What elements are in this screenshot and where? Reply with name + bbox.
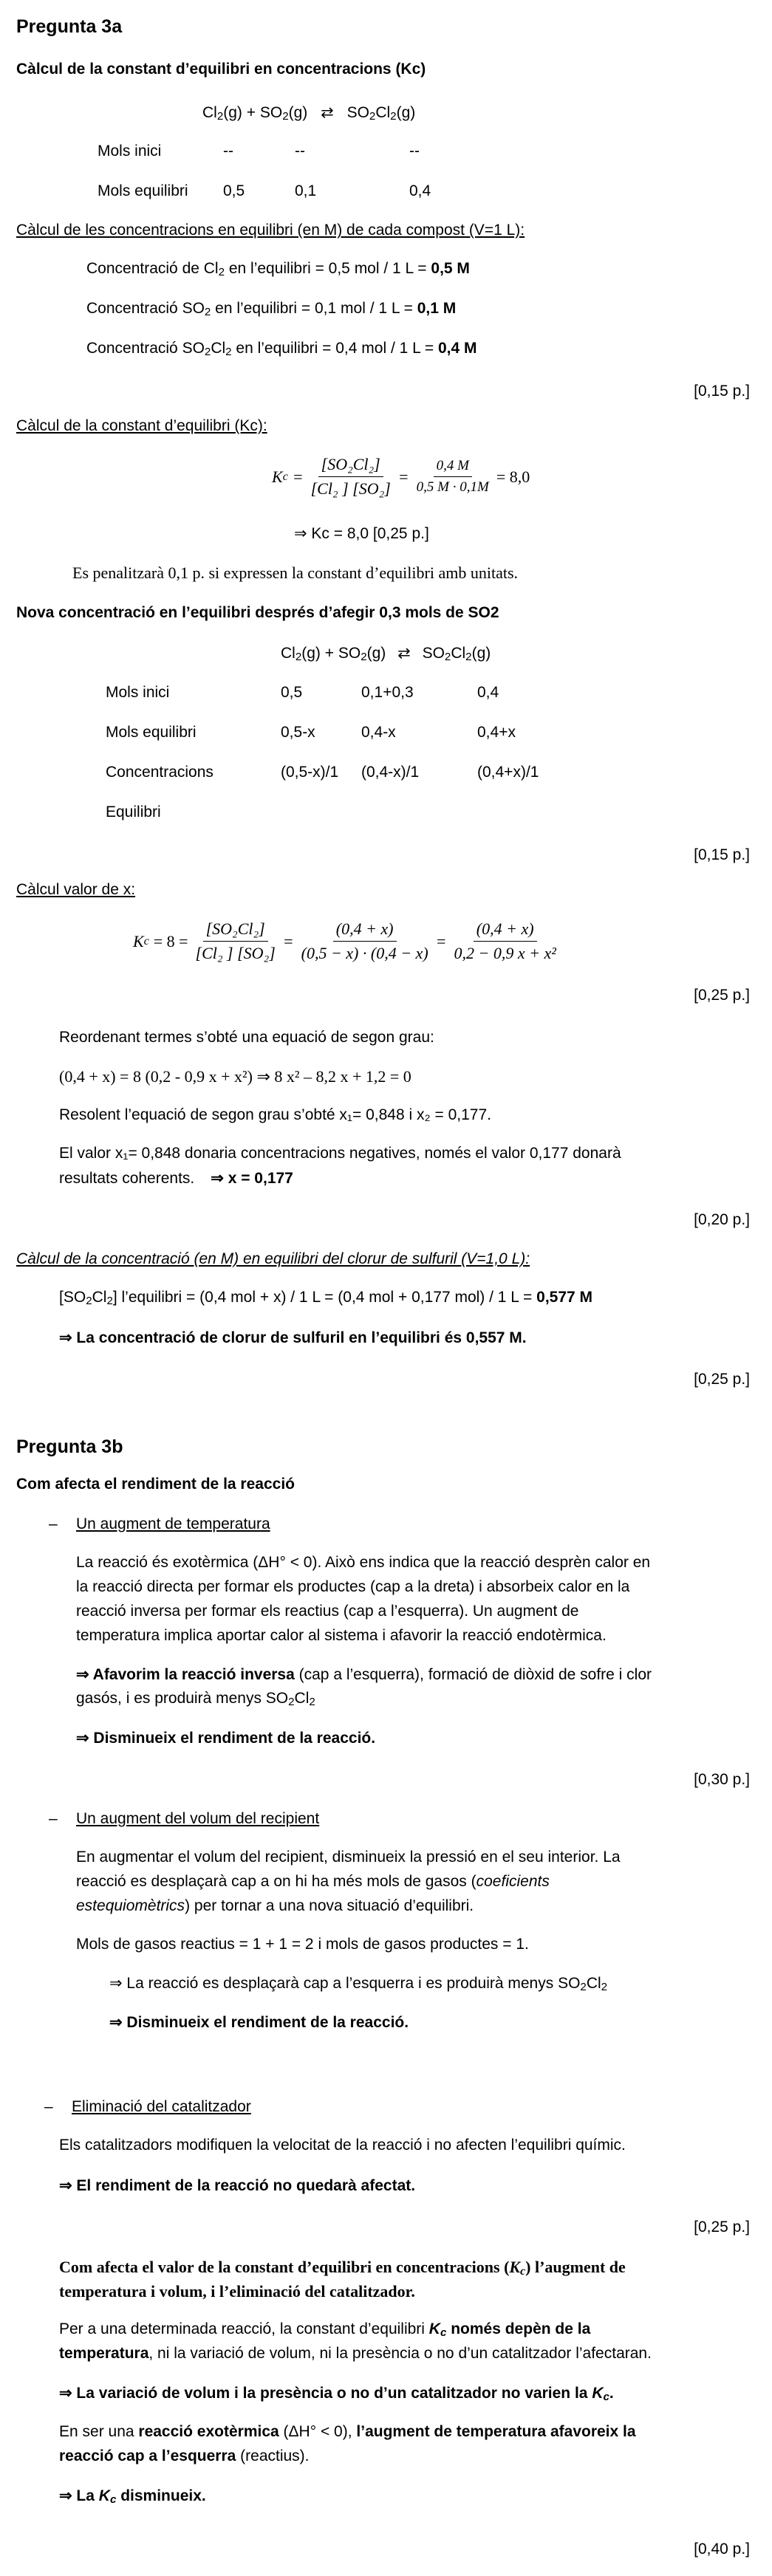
kc-heading: Càlcul de la constant d’equilibri (Kc): (16, 417, 267, 434)
vol-heading: Un augment del volum del recipient (76, 1810, 320, 1827)
table2-cell: 0,5-x (281, 724, 315, 741)
value-text-2: resultats coherents. ⇒ x = 0,177 (59, 1170, 293, 1187)
table1-row2-label: Mols equilibri (98, 182, 188, 199)
vol-paragraph-3: estequiomètrics) per tornar a una nova situació d’equilibri. (76, 1897, 474, 1914)
final-conc-line: $[SO_2Cl_2]$ l’equilibri = (0,4 mol + x) / 1 L = (0,4 mol + 0,177 mol) / 1 L = 0,577 M (59, 1289, 593, 1307)
penalty-note: Es penalitzarà 0,1 p. si expressen la constant d’equilibri amb unitats. (72, 564, 519, 582)
table1-cell: 0,1 (295, 182, 317, 199)
temp-heading: Un augment de temperatura (76, 1515, 270, 1532)
q3b-subtitle: Com afecta el rendiment de la reacció (16, 1476, 295, 1493)
table1-cell: 0,4 (409, 182, 431, 199)
table2-cell: 0,1+0,3 (361, 684, 414, 701)
bullet-dash: – (44, 2098, 53, 2115)
table2-row1-label: Mols inici (106, 684, 170, 701)
kc-effect-heading-1: Com afecta el valor de la constant d’equilibri en concentracions $(K_c)$ l’augment de (59, 2258, 626, 2278)
points-badge: [0,15 p.] (694, 383, 750, 400)
equilibrium-arrow-icon: ⇄ (397, 645, 411, 662)
points-badge: [0,15 p.] (694, 846, 750, 863)
quadratic-equation: (0,4 + x) = 8 (0,2 - 0,9 x + x²) ⇒ 8 x² – 8,2 x + 1,2 = 0 (59, 1067, 411, 1086)
bullet-dash: – (49, 1810, 58, 1827)
kc-formula: K c = $\frac{\text{[SO₂Cl₂]}}{\text{[Cl₂ ] [SO₂]}}$ = $\frac{0,4 M}{0,5 M \cdot 0,1M}$ = 8,0 (272, 455, 530, 498)
final-heading: Càlcul de la concentració (en M) en equilibri del clorur de sulfuril (V=1,0 L): (16, 1250, 530, 1267)
conc-line-so2cl2: Concentració $SO_2Cl_2$ en l’equilibri = 0,4 mol / 1 L = 0,4 M (86, 340, 477, 358)
equilibrium-arrow-icon: ⇄ (321, 104, 334, 121)
table1-cell: 0,5 (223, 182, 245, 199)
table2-cell: (0,5-x)/1 (281, 764, 339, 781)
table2-row2-label: Mols equilibri (106, 724, 197, 741)
q3a-title: Pregunta 3a (16, 16, 123, 37)
value-text-1: El valor x₁= 0,848 donaria concentracions negatives, només el valor 0,177 donarà (59, 1145, 621, 1162)
temp-paragraph-1: La reacció és exotèrmica (ΔH° < 0). Això ens indica que la reacció desprèn calor en (76, 1554, 651, 1571)
conc-line-cl2: Concentració de $Cl_2$ en l’equilibri = 0,5 mol / 1 L = 0,5 M (86, 260, 470, 278)
kc-conclusion-2: ⇒ La $K_c$ disminueix. (59, 2487, 206, 2506)
points-badge: [0,25 p.] (694, 1371, 750, 1388)
temp-conclusion-1: ⇒ Afavorim la reacció inversa (cap a l’esquerra), formació de diòxid de sofre i clor (76, 1666, 652, 1683)
table2-row3-label: Concentracions (106, 764, 214, 781)
kc-effect-heading-2: temperatura i volum, i l’eliminació del catalitzador. (59, 2282, 415, 2301)
points-badge: [0,20 p.] (694, 1211, 750, 1228)
kc-conclusion-1: ⇒ La variació de volum i la presència o no d’un catalitzador no varien la $K_c$. (59, 2385, 614, 2403)
temp-paragraph-3: reacció inversa per formar els reactius (cap a l’esquerra). Un augment de (76, 1603, 579, 1620)
table2-row4-label: Equilibri (106, 804, 161, 821)
vol-paragraph-1: En augmentar el volum del recipient, disminueix la pressió en el seu interior. La (76, 1849, 621, 1866)
points-badge: [0,30 p.] (694, 1771, 750, 1788)
table2-cell: 0,4+x (477, 724, 516, 741)
table2-cell: (0,4-x)/1 (361, 764, 420, 781)
conc-line-so2: Concentració $SO_2$ en l’equilibri = 0,1 mol / 1 L = 0,1 M (86, 300, 457, 318)
bullet-dash: – (49, 1515, 58, 1532)
table1-cell: -- (223, 143, 233, 160)
table2-cell: 0,4 (477, 684, 499, 701)
temp-paragraph-4: temperatura implica aportar calor al sistema i afavorir la reacció endotèrmica. (76, 1627, 607, 1644)
points-badge: [0,25 p.] (694, 987, 750, 1004)
table1-cell: -- (295, 143, 305, 160)
x-heading: Càlcul valor de x: (16, 881, 136, 898)
reaction-equation: $Cl_2(g) + SO_2(g)$ ⇄ $SO_2Cl_2(g)$ (202, 104, 416, 123)
cat-paragraph-1: Els catalitzadors modifiquen la velocitat de la reacció i no afecten l’equilibri químic. (59, 2137, 626, 2154)
cat-conclusion: ⇒ El rendiment de la reacció no quedarà afectat. (59, 2177, 416, 2194)
x-formula: K c = 8 = $\frac{\text{[SO₂Cl₂]}}{\text{[Cl₂ ] [SO₂]}}$ = $\frac{(0,4 + x)}{(0,5 - x) \cdot (0,4 - x)}$ = $\frac{(0,4 + x)}{\text{0,2 − 0,9 x + x²}}$ (133, 919, 556, 962)
vol-paragraph-2: reacció es desplaçarà cap a on hi ha més mols de gasos (coeficients (76, 1873, 550, 1890)
table1-row1-label: Mols inici (98, 143, 162, 160)
kc-result-line: ⇒ Kc = 8,0 [0,25 p.] (294, 525, 429, 542)
cat-heading: Eliminació del catalitzador (72, 2098, 251, 2115)
points-badge: [0,25 p.] (694, 2219, 750, 2236)
temp-conclusion-1b: gasós, i es produirà menys $SO_2Cl_2$ (76, 1690, 315, 1708)
table2-cell: 0,5 (281, 684, 303, 701)
points-badge: [0,40 p.] (694, 2541, 750, 2558)
new-conc-heading: Nova concentració en l’equilibri després d’afegir 0,3 mols de SO2 (16, 604, 499, 621)
q3a-subtitle: Càlcul de la constant d’equilibri en concentracions (Kc) (16, 61, 426, 78)
vol-conclusion-1: ⇒ La reacció es desplaçarà cap a l’esquerra i es produirà menys $SO_2Cl_2$ (109, 1975, 608, 1993)
table1-cell: -- (409, 143, 420, 160)
reaction-equation-2: $Cl_2(g) + SO_2(g)$ ⇄ $SO_2Cl_2(g)$ (281, 645, 491, 663)
vol-conclusion-2: ⇒ Disminueix el rendiment de la reacció. (109, 2014, 409, 2031)
kc-paragraph-3: En ser una reacció exotèrmica (ΔH° < 0), l’augment de temperatura afavoreix la (59, 2423, 636, 2440)
kc-paragraph-1: Per a una determinada reacció, la constant d’equilibri $K_c$ només depèn de la (59, 2320, 591, 2339)
reorder-text: Reordenant termes s’obté una equació de segon grau: (59, 1029, 434, 1046)
final-conclusion: ⇒ La concentració de clorur de sulfuril en l’equilibri és 0,557 M. (59, 1329, 527, 1346)
resolve-text: Resolent l’equació de segon grau s’obté x₁= 0,848 i x₂ = 0,177. (59, 1106, 491, 1123)
kc-paragraph-2: temperatura, ni la variació de volum, ni la presència o no d’un catalitzador l’afectaran. (59, 2345, 652, 2362)
temp-conclusion-2: ⇒ Disminueix el rendiment de la reacció. (76, 1730, 376, 1747)
temp-paragraph-2: la reacció directa per formar els productes (cap a la dreta) i absorbeix calor en la (76, 1578, 630, 1595)
table2-cell: (0,4+x)/1 (477, 764, 539, 781)
conc-heading: Càlcul de les concentracions en equilibri (en M) de cada compost (V=1 L): (16, 222, 525, 239)
vol-paragraph-4: Mols de gasos reactius = 1 + 1 = 2 i mols de gasos productes = 1. (76, 1936, 529, 1953)
kc-paragraph-4: reacció cap a l’esquerra (reactius). (59, 2447, 310, 2464)
table2-cell: 0,4-x (361, 724, 396, 741)
q3b-title: Pregunta 3b (16, 1436, 123, 1457)
